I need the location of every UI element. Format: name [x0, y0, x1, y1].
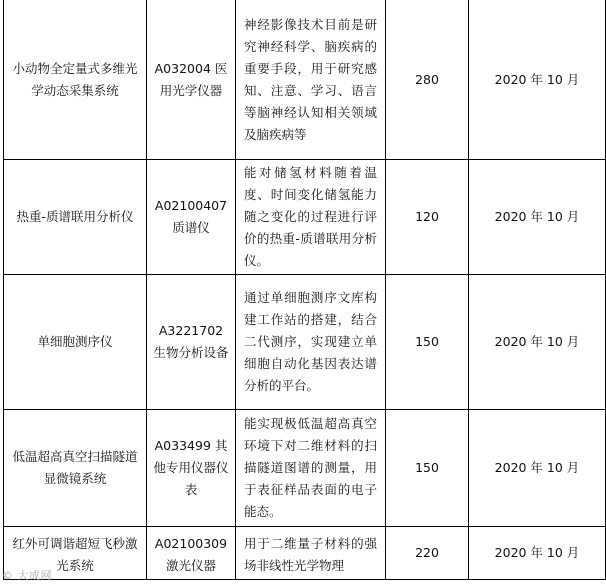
- quantity-cell: 120: [386, 160, 469, 275]
- table-row: [4, 410, 606, 527]
- category-code-cell: A3221702 生物分析设备: [147, 275, 236, 410]
- category-code-cell: A02100309 激光仪器: [147, 527, 236, 580]
- quantity-cell: 150: [386, 410, 469, 527]
- procurement-table: [3, 0, 606, 580]
- category-code-cell: A032004 医用光学仪器: [147, 0, 236, 160]
- date-cell: 2020 年 10 月: [469, 527, 606, 580]
- date-cell: 2020 年 10 月: [469, 275, 606, 410]
- category-code-cell: A02100407 质谱仪: [147, 160, 236, 275]
- category-code-cell: A033499 其他专用仪器仪表: [147, 410, 236, 527]
- device-name-cell: 热重-质谱联用分析仪: [4, 160, 147, 275]
- watermark: © 大成网: [2, 569, 52, 582]
- device-name-cell: 红外可调谐超短飞秒激光系统: [4, 527, 147, 580]
- table-row: [4, 275, 606, 410]
- device-name-cell: 小动物全定量式多维光学动态采集系统: [4, 0, 147, 160]
- quantity-cell: 150: [386, 275, 469, 410]
- date-cell: 2020 年 10 月: [469, 410, 606, 527]
- table-row: [4, 160, 606, 275]
- description-cell: 神经影像技术目前是研究神经科学、脑疾病的重要手段，用于研究感知、注意、学习、语言等脑神经认知相关领域及脑疾病等: [236, 0, 386, 160]
- device-name-cell: 低温超高真空扫描隧道显微镜系统: [4, 410, 147, 527]
- quantity-cell: 220: [386, 527, 469, 580]
- table-row: [4, 0, 606, 160]
- description-cell: 通过单细胞测序文库构建工作站的搭建，结合二代测序，实现建立单细胞自动化基因表达谱分析的平台。: [236, 275, 386, 410]
- description-cell: 用于二维量子材料的强场非线性光学物理: [236, 527, 386, 580]
- date-cell: 2020 年 10 月: [469, 0, 606, 160]
- description-cell: 能对储氢材料随着温度、时间变化储氢能力随之变化的过程进行评价的热重-质谱联用分析仪。: [236, 160, 386, 275]
- date-cell: 2020 年 10 月: [469, 160, 606, 275]
- table-row: [4, 527, 606, 580]
- device-name-cell: 单细胞测序仪: [4, 275, 147, 410]
- description-cell: 能实现极低温超高真空环境下对二维材料的扫描隧道图谱的测量，用于表征样品表面的电子能态。: [236, 410, 386, 527]
- quantity-cell: 280: [386, 0, 469, 160]
